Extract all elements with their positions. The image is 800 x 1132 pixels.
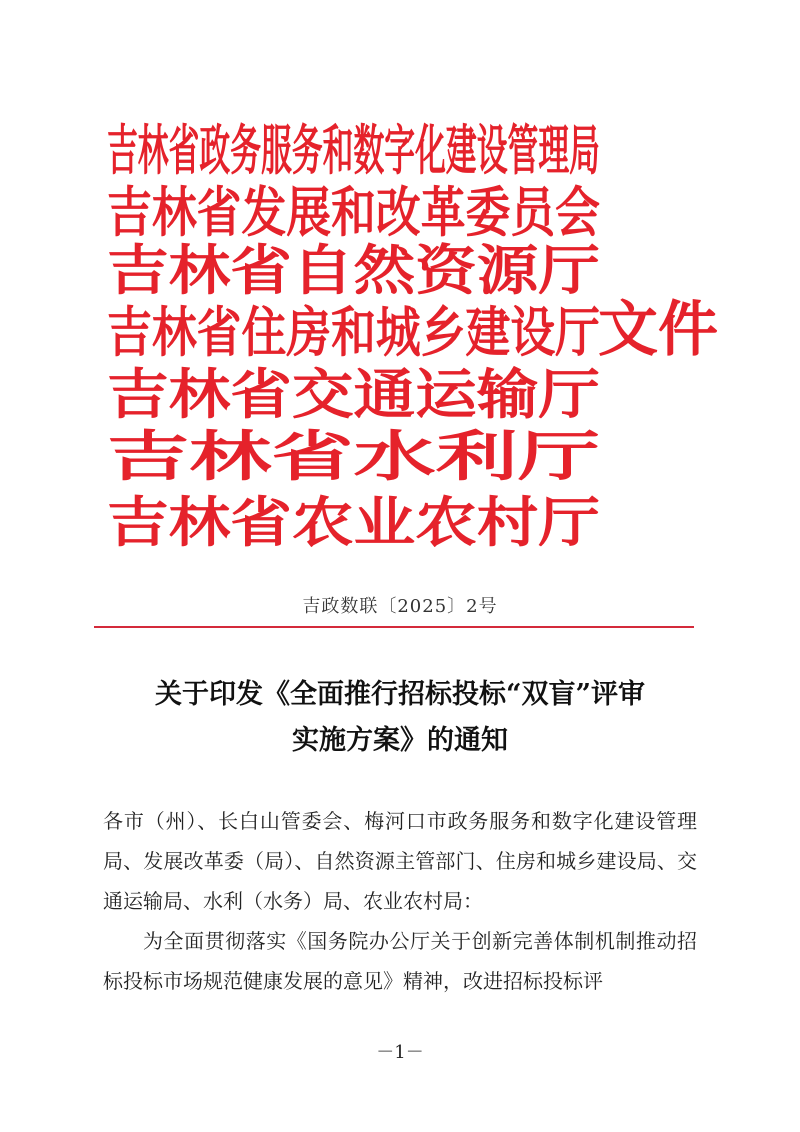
issuer-line-3 [107,240,600,300]
document-suffix: 文件 [598,295,718,365]
paragraph: 为全面贯彻落实《国务院办公厅关于创新完善体制机制推动招标投标市场规范健康发展的意见》精神，改进招标投标评 [103,929,697,993]
issuer-line-6 [107,426,600,486]
document-body [103,801,697,1001]
document-title [0,672,800,764]
issuer-line-4 [107,302,600,362]
document-number: 吉政数联〔2025〕2号 [302,596,498,617]
page-number: －1－ [376,1042,424,1063]
issuer-name: 吉林省交通运输厅 [107,362,600,426]
title-line-1: 关于印发《全面推行招标投标“双盲”评审 [154,679,646,710]
issuer-line-7 [107,492,600,552]
issuer-name: 吉林省农业农村厅 [107,490,600,554]
red-divider [94,626,694,628]
issuer-name: 吉林省政务服务和数字化建设管理局 [107,118,600,182]
recipients: 各市（州）、长白山管委会、梅河口市政务服务和数字化建设管理局、发展改革委（局）、自然资源主管部门、住房和城乡建设局、交通运输局、水利（水务）局、农业农村局： [103,809,697,913]
issuer-line-5 [107,364,600,424]
title-line-2: 实施方案》的通知 [292,725,508,756]
issuer-line-2 [107,182,600,242]
issuer-name: 吉林省自然资源厅 [107,238,600,302]
issuer-name: 吉林省水利厅 [107,424,600,488]
issuer-name: 吉林省住房和城乡建设厅 [107,300,600,364]
issuer-name: 吉林省发展和改革委员会 [107,180,600,244]
issuer-line-1 [107,120,600,180]
